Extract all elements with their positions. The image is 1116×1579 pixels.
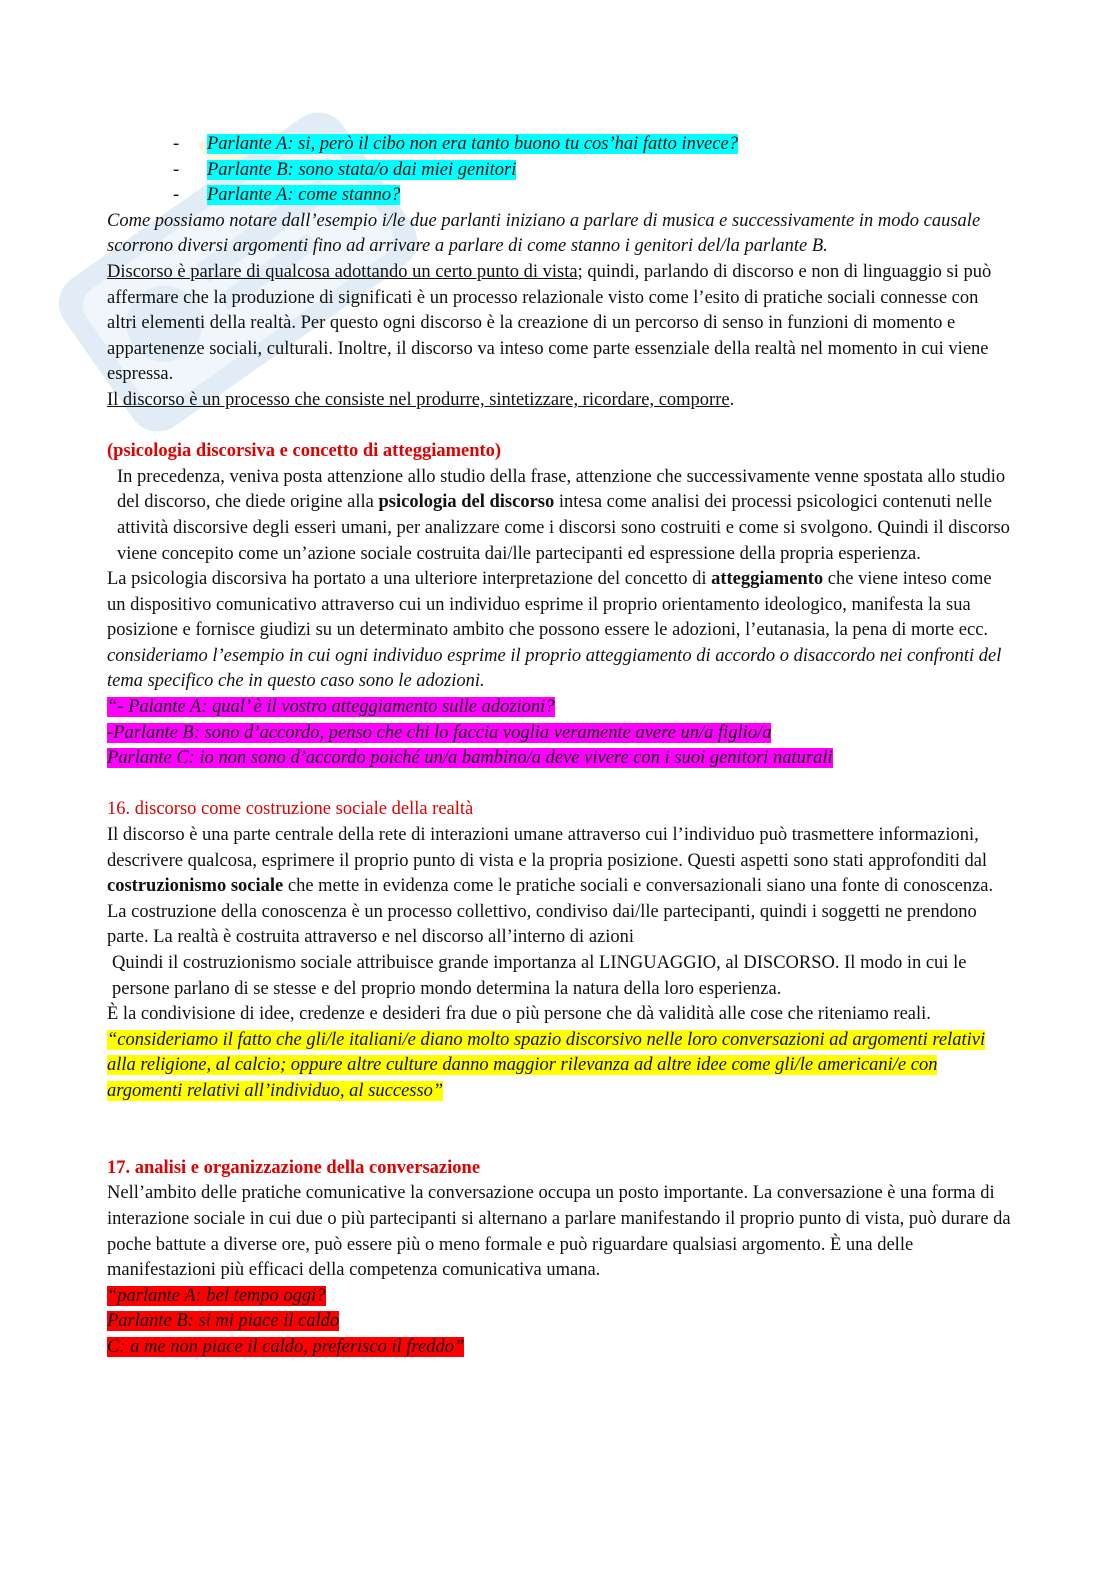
paragraph: Quindi il costruzionismo sociale attribuisce grande importanza al LINGUAGGIO, al DISCORSO. Il modo in cui le persone parlano di se stesse e del proprio mondo determina la natura della loro esperienza.	[112, 953, 967, 999]
dialogue-line: “parlante A: bel tempo oggi?	[107, 1285, 326, 1306]
dialogue-line: C: a me non piace il caldo, preferisco il freddo”	[107, 1336, 465, 1357]
dialogue-line: Parlante C: io non sono d’accordo poiché un/a bambino/a deve vivere con i suoi genitori naturali	[107, 748, 833, 769]
underlined-definition: Discorso è parlare di qualcosa adottando un certo punto di vista	[107, 261, 578, 282]
bold-term: psicologia del discorso	[378, 492, 555, 513]
dialogue-line: “- Palante A: qual’ è il vostro atteggiamento sulle adozioni?	[107, 697, 555, 718]
underlined-definition: Il discorso è un processo che consiste nel produrre, sintetizzare, ricordare, comporre	[107, 389, 730, 410]
example-explanation: Come possiamo notare dall’esempio i/le due parlanti iniziano a parlare di musica e successivamente in modo causale scorrono diversi argomenti fino ad arrivare a parlare di come stanno i genitori del/la parlante B.	[107, 210, 981, 257]
dialogue-line: Parlante A: come stanno?	[207, 185, 401, 206]
list-item	[107, 158, 1012, 184]
paragraph: In precedenza, veniva posta attenzione allo studio della frase, attenzione che successivamente venne spostata allo studio del discorso, che diede origine alla psicologia del discorso intesa come analisi dei processi psicologici contenuti nelle attività discorsive degli esseri umani, per analizzare come i discorsi sono costruiti e come si svolgono. Quindi il discorso viene concepito come un’azione sociale costruita dai/lle partecipanti ed espressione della propria esperienza.	[117, 466, 1010, 564]
dialogue-list-2	[107, 695, 1012, 772]
document-page	[107, 132, 1012, 1361]
paragraph: È la condivisione di idee, credenze e desideri fra due o più persone che dà validità alle cose che riteniamo reali. “consideriamo il fatto che gli/le italiani/e diano molto spazio discorsivo nelle loro conversazioni ad argomenti relativi alla religione, al calcio; oppure altre culture danno maggior rilevanza ad altre idee come gli/le americani/e con argomenti relativi all’individuo, al successo”	[107, 1004, 986, 1101]
list-item	[107, 183, 1012, 209]
section-heading-16: 16. discorso come costruzione sociale della realtà	[107, 799, 474, 820]
dialogue-line: -Parlante B: sono d’accordo, penso che chi lo faccia voglia veramente avere un/a figlio/a	[107, 722, 772, 743]
highlighted-quote: “consideriamo il fatto che gli/le italiani/e diano molto spazio discorsivo nelle loro conversazioni ad argomenti relativi alla religione, al calcio; oppure altre culture danno maggior rilevanza ad altre idee come gli/le americani/e con argomenti relativi all’individuo, al successo”	[107, 1029, 986, 1101]
discourse-definition-2: Il discorso è un processo che consiste nel produrre, sintetizzare, ricordare, comporre.	[107, 389, 735, 410]
section-heading-discursive-psychology: (psicologia discorsiva e concetto di atteggiamento)	[107, 441, 502, 462]
discourse-definition-1: Discorso è parlare di qualcosa adottando un certo punto di vista; quindi, parlando di discorso e non di linguaggio si può affermare che la produzione di significati è un processo relazionale visto come l’esito di pratiche sociali connesse con altri elementi della realtà. Per questo ogni discorso è la creazione di un percorso di senso in funzioni di momento e appartenenze sociali, culturali. Inoltre, il discorso va inteso come parte essenziale della realtà nel momento in cui viene espressa.	[107, 261, 992, 385]
paragraph: Nell’ambito delle pratiche comunicative la conversazione occupa un posto importante. La conversazione è una forma di interazione sociale in cui due o più partecipanti si alternano a parlare manifestando il proprio punto di vista, può durare da poche battute a diverse ore, può essere più o meno formale e può riguardare qualsiasi argomento. È una delle manifestazioni più efficaci della competenza comunicativa umana.	[107, 1183, 1011, 1281]
paragraph: Il discorso è una parte centrale della rete di interazioni umane attraverso cui l’individuo può trasmettere informazioni, descrivere qualcosa, esprimere il proprio punto di vista e la propria posizione. Questi aspetti sono stati approfonditi dal costruzionismo sociale che mette in evidenza come le pratiche sociali e conversazionali siano una fonte di conoscenza. La costruzione della conoscenza è un processo collettivo, condiviso dai/lle partecipanti, quindi i soggetti ne prendono parte. La realtà è costruita attraverso e nel discorso all’interno di azioni	[107, 825, 994, 948]
dialogue-line: Parlante B: si mi piace il caldo	[107, 1311, 340, 1332]
bold-term: costruzionismo sociale	[107, 876, 284, 897]
dialogue-list-1	[107, 132, 1012, 209]
list-dash: -	[173, 185, 180, 206]
section-heading-17: 17. analisi e organizzazione della conversazione	[107, 1157, 481, 1178]
list-dash: -	[173, 134, 180, 154]
dialogue-line: Parlante A: si, però il cibo non era tanto buono tu cos’hai fatto invece?	[207, 134, 738, 154]
dialogue-line: Parlante B: sono stata/o dai miei genitori	[207, 159, 517, 180]
list-item	[107, 132, 1012, 158]
list-dash: -	[173, 159, 180, 180]
paragraph: La psicologia discorsiva ha portato a una ulteriore interpretazione del concetto di atteggiamento che viene inteso come un dispositivo comunicativo attraverso cui un individuo esprime il proprio orientamento ideologico, manifesta la sua posizione e fornisce giudizi su un determinato ambito che possono essere le adozioni, l’eutanasia, la pena di morte ecc. consideriamo l’esempio in cui ogni individuo esprime il proprio atteggiamento di accordo o disaccordo nei confronti del tema specifico che in questo caso sono le adozioni.	[107, 569, 1002, 692]
dialogue-list-3	[107, 1284, 1012, 1361]
bold-term: atteggiamento	[711, 569, 824, 590]
